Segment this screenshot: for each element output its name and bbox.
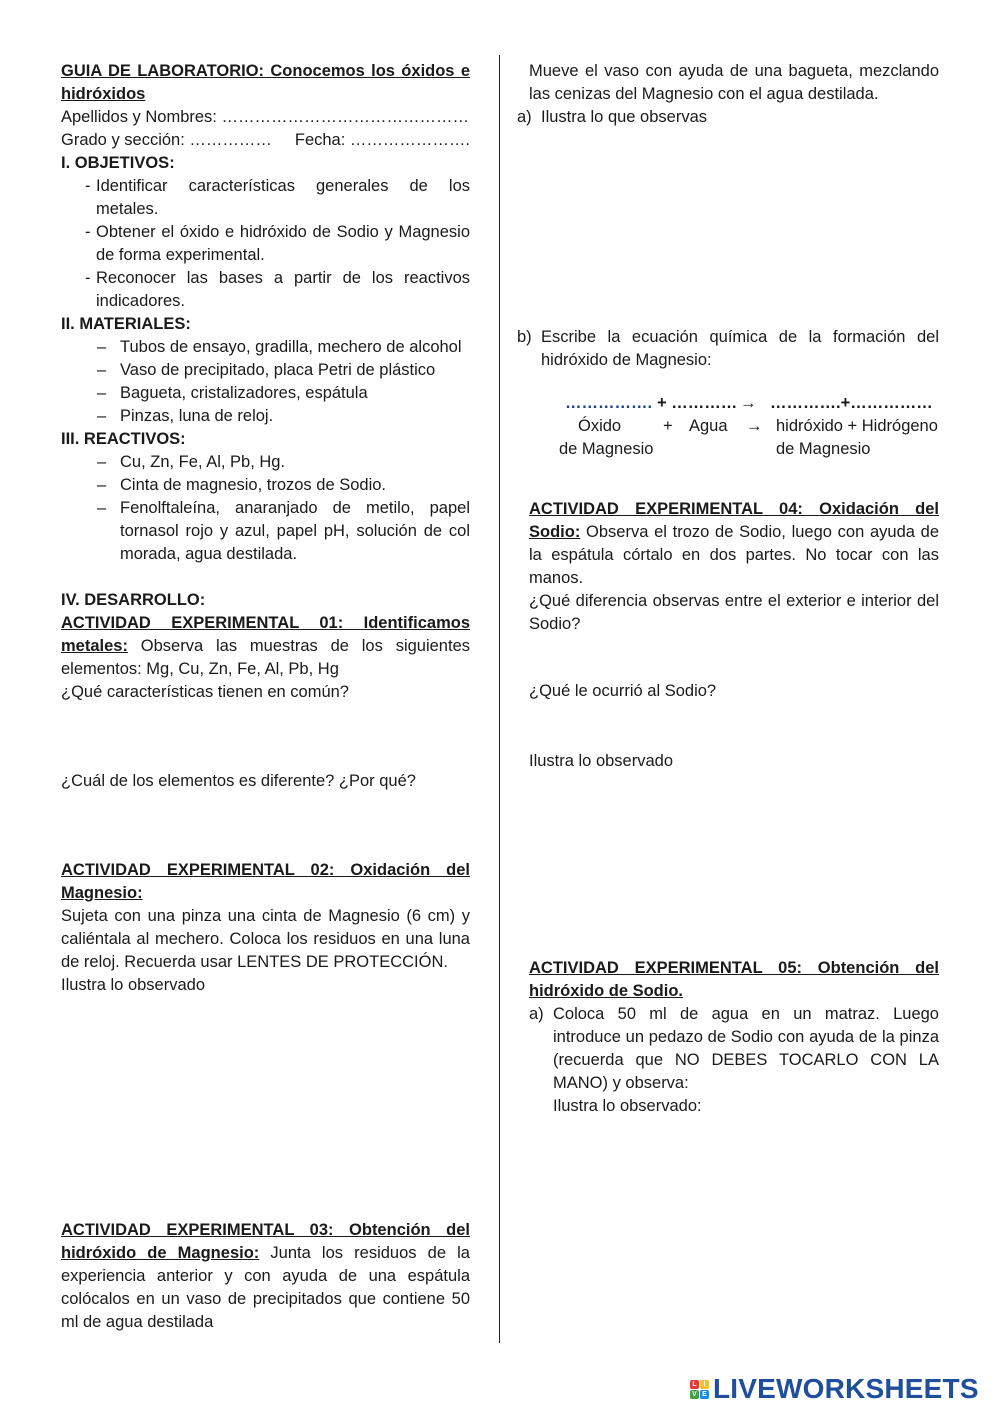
material-item: – Vaso de precipitado, placa Petri de plástico (97, 361, 436, 379)
label-oxide: Óxido (578, 417, 622, 435)
activity1-title: ACTIVIDAD EXPERIMENTAL 01: Identificamos (61, 614, 470, 632)
date-field[interactable]: Fecha: …………………. (294, 131, 470, 149)
activity3-text: hidróxido de Magnesio: Junta los residuos de la experiencia anterior y con ayuda de una espátula colócalos en un vaso de precipitados que contiene 50 ml de agua destilada (61, 1244, 470, 1331)
activity5-subtitle: hidróxido de Sodio. (529, 982, 683, 1000)
activity2-title: ACTIVIDAD EXPERIMENTAL 02: Oxidación del (61, 861, 470, 879)
label-of-magnesium: de Magnesio (776, 440, 871, 458)
materials-heading: II. MATERIALES: (61, 315, 191, 333)
activity3-continued-text: Mueve el vaso con ayuda de una bagueta, mezclando las cenizas del Magnesio con el agua destilada. (529, 62, 939, 103)
arrow-icon: → (740, 394, 757, 412)
objective-item: - Obtener el óxido e hidróxido de Sodio y Magnesio de forma experimental. (85, 223, 470, 264)
logo-letter-box: E (700, 1390, 709, 1399)
reagent-item: – Cu, Zn, Fe, Al, Pb, Hg. (97, 453, 286, 471)
left-column (61, 60, 470, 1334)
equation-blank-products[interactable]: ………….+…………… (770, 394, 933, 412)
label-water: Agua (689, 417, 728, 435)
logo-text: LIVEWORKSHEETS (713, 1373, 979, 1404)
column-divider (499, 55, 500, 1343)
activity1-text: metales: Observa las muestras de los siguientes elementos: Mg, Cu, Zn, Fe, Al, Pb, Hg (61, 637, 470, 678)
activity3-step-b: b) Escribe la ecuación química de la formación del hidróxido de Magnesio: (517, 328, 939, 369)
material-item: – Pinzas, luna de reloj. (97, 407, 274, 425)
activity2-subtitle: Magnesio: (61, 884, 143, 902)
activity5-illustrate: Ilustra lo observado: (553, 1097, 702, 1115)
logo-icon (690, 1380, 709, 1399)
activity2-illustrate: Ilustra lo observado (61, 976, 205, 994)
worksheet-title-line1: GUIA DE LABORATORIO: Conocemos los óxidos e (61, 62, 470, 80)
activity4-title: ACTIVIDAD EXPERIMENTAL 04: Oxidación del (529, 500, 939, 518)
development-heading: IV. DESARROLLO: (61, 591, 206, 609)
arrow-icon: → (746, 417, 763, 435)
equation-blank-water[interactable]: + ………… (657, 394, 738, 412)
activity5-step-a-text: Coloca 50 ml de agua en un matraz. Luego introduce un pedazo de Sodio con ayuda de la pinza (recuerda que NO DEBES TOCARLO CON LA MANO) y observa: (553, 1005, 939, 1092)
activity5-step-a: a) Coloca 50 ml de agua en un matraz. Luego introduce un pedazo de Sodio con ayuda de la pinza (recuerda que NO DEBES TOCARLO CON LA MANO) y observa: Ilustra lo observado: (529, 1005, 939, 1115)
reagent-item: – Fenolftaleína, anaranjado de metilo, papel tornasol rojo y azul, papel pH, solución de col morada, agua destilada. (97, 499, 470, 563)
activity2-text: Sujeta con una pinza una cinta de Magnesio (6 cm) y caliéntala al mechero. Coloca los residuos en una luna de reloj. Recuerda usar LENTES DE PROTECCIÓN. (61, 907, 470, 971)
grade-date-row (61, 129, 470, 152)
objective-item: - Reconocer las bases a partir de los reactivos indicadores. (85, 269, 470, 310)
activity5-title: ACTIVIDAD EXPERIMENTAL 05: Obtención del (529, 959, 939, 977)
chemical-equation (529, 392, 939, 462)
equation-blank-oxide[interactable]: ……………. (565, 394, 653, 412)
right-column (517, 60, 939, 1118)
logo-letter-box: V (690, 1390, 699, 1399)
label-of-magnesium: de Magnesio (559, 440, 654, 458)
activity4-question1: ¿Qué diferencia observas entre el exterior e interior del Sodio? (529, 592, 939, 633)
material-item: – Tubos de ensayo, gradilla, mechero de alcohol (97, 338, 462, 356)
objectives-heading: I. OBJETIVOS: (61, 154, 175, 172)
logo-letter-box: L (690, 1380, 699, 1389)
activity4-illustrate: Ilustra lo observado (529, 752, 673, 770)
activity3-step-a: a) Ilustra lo que observas (517, 108, 708, 126)
reagent-item: – Cinta de magnesio, trozos de Sodio. (97, 476, 386, 494)
names-field[interactable]: Apellidos y Nombres: ……………………………………… (61, 108, 469, 126)
liveworksheets-logo (690, 1373, 979, 1405)
activity1-question2: ¿Cuál de los elementos es diferente? ¿Por qué? (61, 772, 416, 790)
worksheet-title-line2: hidróxidos (61, 85, 146, 103)
material-item: – Bagueta, cristalizadores, espátula (97, 384, 368, 402)
objective-item: - Identificar características generales de los metales. (85, 177, 470, 218)
label-hydroxide: hidróxido + Hidrógeno (776, 417, 938, 435)
activity3-title: ACTIVIDAD EXPERIMENTAL 03: Obtención del (61, 1221, 470, 1239)
activity4-text: Sodio: Observa el trozo de Sodio, luego con ayuda de la espátula córtalo en dos partes. No tocar con las manos. (529, 523, 939, 587)
label-plus: + (663, 417, 673, 435)
logo-letter-box: I (700, 1380, 709, 1389)
grade-field[interactable]: Grado y sección: …………… (61, 131, 272, 149)
activity1-question1: ¿Qué características tienen en común? (61, 683, 349, 701)
reagents-heading: III. REACTIVOS: (61, 430, 186, 448)
activity4-question2: ¿Qué le ocurrió al Sodio? (529, 682, 717, 700)
